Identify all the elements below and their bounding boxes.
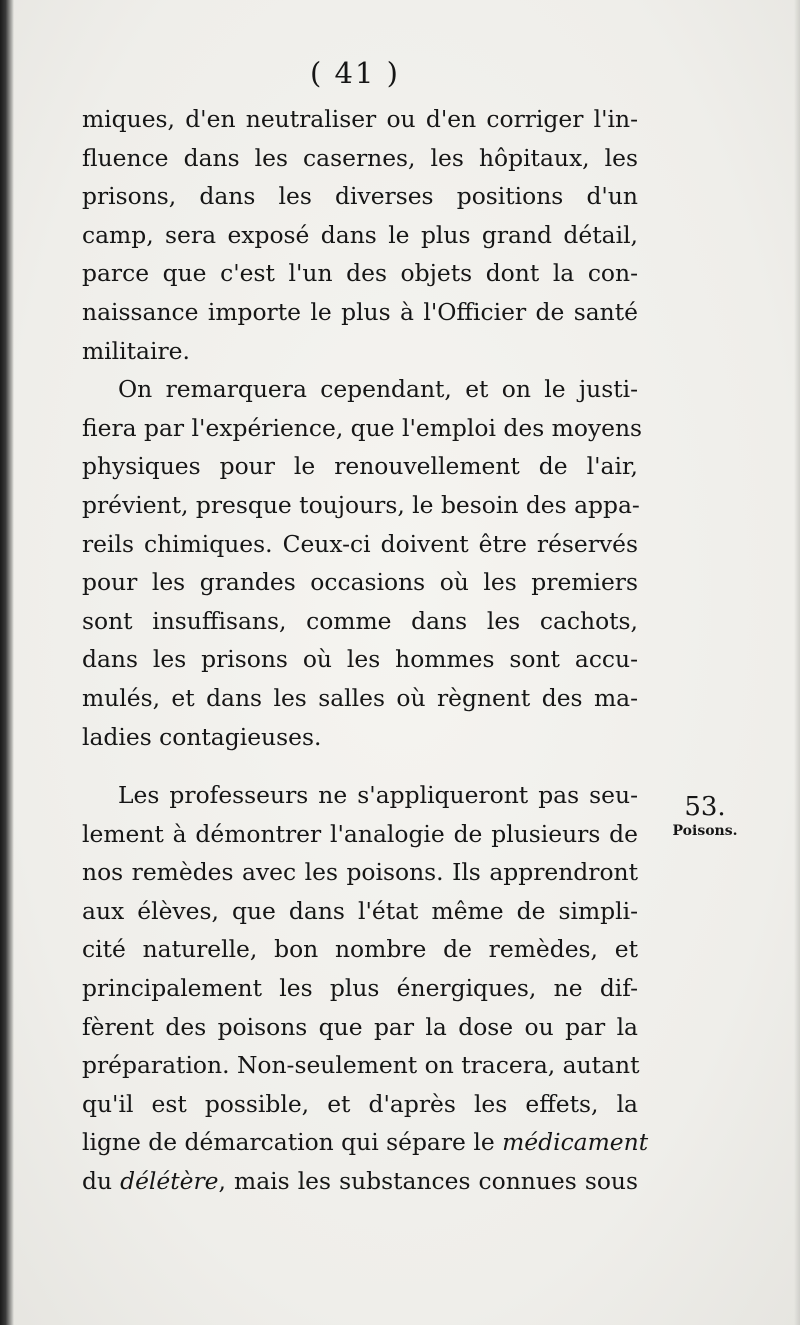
text-run: du bbox=[82, 1167, 121, 1196]
text-line: militaire. bbox=[82, 336, 190, 365]
italic-term: médicament bbox=[502, 1128, 649, 1157]
text-line: prisons, dans les diverses positions d'un bbox=[82, 182, 638, 211]
italic-term: délétère bbox=[120, 1167, 219, 1196]
text-line bbox=[82, 1123, 649, 1162]
paragraph-3 bbox=[82, 776, 649, 1201]
text-line: reils chimiques. Ceux-ci doivent être réservés bbox=[82, 529, 638, 558]
page-body bbox=[82, 100, 649, 1201]
text-line: Les professeurs ne s'appliqueront pas seu- bbox=[118, 781, 638, 810]
text-run: ligne de démarcation qui sépare le bbox=[82, 1128, 503, 1157]
text-run: , mais les substances connues sous bbox=[218, 1167, 638, 1196]
text-line: préparation. Non-seulement on tracera, autant bbox=[82, 1051, 640, 1080]
text-line: prévient, presque toujours, le besoin des appa- bbox=[82, 490, 640, 519]
text-line: dans les prisons où les hommes sont accu- bbox=[82, 645, 638, 674]
text-line: pour les grandes occasions où les premiers bbox=[82, 568, 638, 597]
section-number: 53. bbox=[684, 792, 726, 822]
text-line: sont insuffisans, comme dans les cachots, bbox=[82, 606, 638, 635]
text-line bbox=[82, 1162, 638, 1201]
text-line: lement à démontrer l'analogie de plusieurs de bbox=[82, 819, 638, 848]
text-line: camp, sera exposé dans le plus grand détail, bbox=[82, 220, 638, 249]
text-line: nos remèdes avec les poisons. Ils apprendront bbox=[82, 858, 638, 887]
text-line: fiera par l'expérience, que l'emploi des moyens bbox=[82, 413, 643, 442]
text-line: ladies contagieuses. bbox=[82, 722, 322, 751]
paragraph-2 bbox=[82, 370, 643, 756]
text-line: fèrent des poisons que par la dose ou par la bbox=[82, 1012, 638, 1041]
text-line: naissance importe le plus à l'Officier de santé bbox=[82, 297, 638, 326]
margin-note bbox=[660, 792, 750, 840]
text-line: qu'il est possible, et d'après les effets, la bbox=[82, 1089, 638, 1118]
text-line: aux élèves, que dans l'état même de simpli- bbox=[82, 896, 638, 925]
page-number: ( 41 ) bbox=[310, 56, 400, 90]
page-binding-shadow bbox=[0, 0, 14, 1325]
section-label: Poisons. bbox=[672, 823, 738, 839]
text-line: parce que c'est l'un des objets dont la con- bbox=[82, 259, 638, 288]
text-line: physiques pour le renouvellement de l'air, bbox=[82, 452, 638, 481]
text-line: mulés, et dans les salles où règnent des ma- bbox=[82, 683, 638, 712]
paragraph-1 bbox=[82, 100, 638, 370]
text-line: miques, d'en neutraliser ou d'en corriger l'in- bbox=[82, 105, 638, 133]
text-line: cité naturelle, bon nombre de remèdes, et bbox=[82, 935, 638, 964]
text-line: fluence dans les casernes, les hôpitaux, les bbox=[82, 143, 638, 172]
text-line: On remarquera cependant, et on le justi- bbox=[118, 375, 638, 404]
page-edge bbox=[794, 0, 800, 1325]
text-line: principalement les plus énergiques, ne dif- bbox=[82, 974, 638, 1003]
